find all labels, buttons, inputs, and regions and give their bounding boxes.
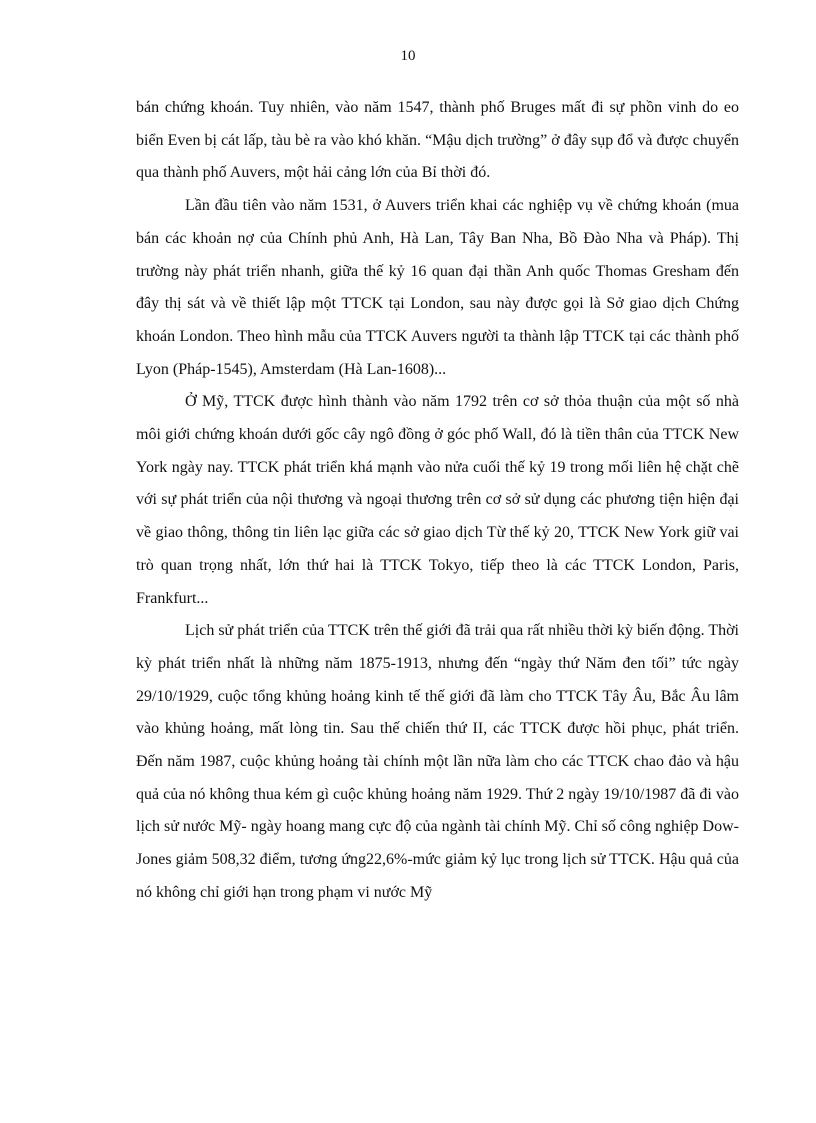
paragraph-us-market-history: Ở Mỹ, TTCK được hình thành vào năm 1792 trên cơ sở thỏa thuận của một số nhà môi giới chứng khoán dưới gốc cây ngô đồng ở góc phố Wall, đó là tiền thân của TTCK New York ngày nay. TTCK phát triển khá mạnh vào nửa cuối thế kỷ 19 trong mối liên hệ chặt chẽ với sự phát triển của nội thương và ngoại thương trên cơ sở sử dụng các phương tiện hiện đại về giao thông, thông tin liên lạc giữa các sở giao dịch Từ thế kỷ 20, TTCK New York giữ vai trò quan trọng nhất, lớn thứ hai là TTCK Tokyo, tiếp theo là các TTCK London, Paris, Frankfurt...	[136, 393, 739, 607]
body-text	[136, 92, 739, 910]
paragraph-continuation: bán chứng khoán. Tuy nhiên, vào năm 1547, thành phố Bruges mất đi sự phồn vinh do eo biển Even bị cát lấp, tàu bè ra vào khó khăn. “Mậu dịch trường” ở đây sụp đổ và được chuyển qua thành phố Auvers, một hải cảng lớn của Bỉ thời đó.	[136, 99, 739, 182]
paragraph-market-crises: Lịch sử phát triển của TTCK trên thế giới đã trải qua rất nhiều thời kỳ biến động. Thời kỳ phát triển nhất là những năm 1875-1913, nhưng đến “ngày thứ Năm đen tối” tức ngày 29/10/1929, cuộc tổng khủng hoảng kinh tế thế giới đã làm cho TTCK Tây Âu, Bắc Âu lâm vào khủng hoảng, mất lòng tin. Sau thế chiến thứ II, các TTCK được hồi phục, phát triển. Đến năm 1987, cuộc khủng hoảng tài chính một lần nữa làm cho các TTCK chao đảo và hậu quả của nó không thua kém gì cuộc khủng hoảng năm 1929. Thứ 2 ngày 19/10/1987 đã đi vào lịch sử nước Mỹ- ngày hoang mang cực độ của ngành tài chính Mỹ. Chỉ số công nghiệp Dow-Jones giảm 508,32 điểm, tương ứng22,6%-mức giảm kỷ lục trong lịch sử TTCK. Hậu quả của nó không chỉ giới hạn trong phạm vi nước Mỹ	[136, 622, 739, 901]
paragraph-auvers-history: Lần đầu tiên vào năm 1531, ở Auvers triển khai các nghiệp vụ về chứng khoán (mua bán các khoản nợ của Chính phủ Anh, Hà Lan, Tây Ban Nha, Bồ Đào Nha và Pháp). Thị trường này phát triển nhanh, giữa thế kỷ 16 quan đại thần Anh quốc Thomas Gresham đến đây thị sát và về thiết lập một TTCK tại London, sau này được gọi là Sở giao dịch Chứng khoán London. Theo hình mẫu của TTCK Auvers người ta thành lập TTCK tại các thành phố Lyon (Pháp-1545), Amsterdam (Hà Lan-1608)...	[136, 197, 739, 378]
page-number: 10	[400, 48, 416, 64]
